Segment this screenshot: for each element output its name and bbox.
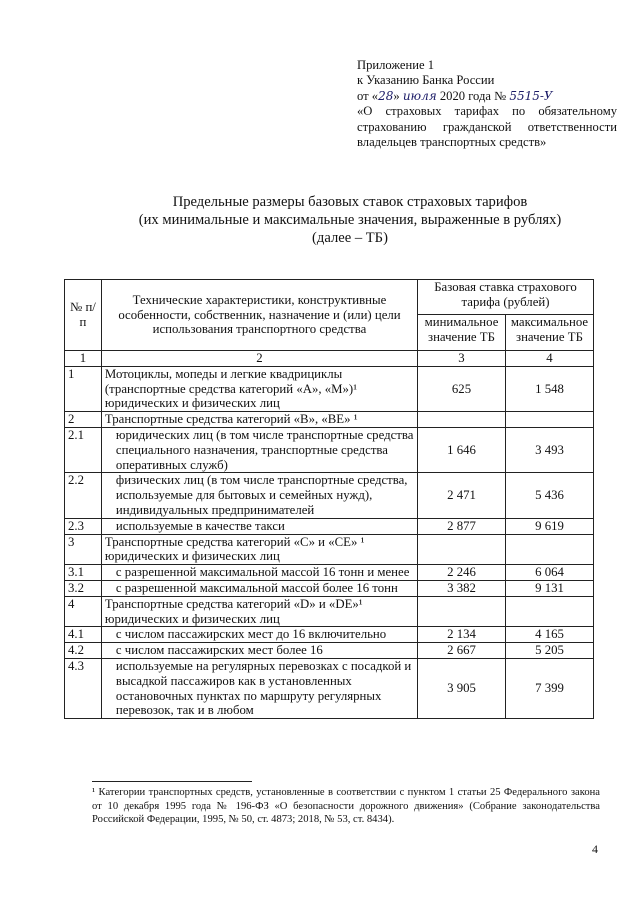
header-description: Технические характеристики, конструктивные особенности, собственник, назначение и (или) цели использования транспортного средства: [101, 280, 417, 351]
table-row: [65, 534, 594, 565]
row-min-value: [418, 596, 506, 627]
heading-line-1: Предельные размеры базовых ставок страховых тарифов: [172, 194, 528, 210]
table-row: [65, 596, 594, 627]
doc-number-handwritten: 5515-У: [509, 88, 553, 103]
row-min-value: 625: [418, 366, 506, 411]
row-description: с разрешенной максимальной массой более 16 тонн: [101, 580, 417, 596]
row-max-value: [505, 534, 593, 565]
table-header-row: [65, 280, 594, 315]
row-description: используемые на регулярных перевозках с посадкой и высадкой пассажиров как в установленных остановочных пунктах по маршруту регулярных перевозок, так и в любом: [101, 658, 417, 718]
header-rate: Базовая ставка страхового тарифа (рублей): [418, 280, 594, 315]
row-number: 2.3: [65, 518, 102, 534]
row-min-value: [418, 412, 506, 428]
date-month-handwritten: июля: [402, 88, 437, 103]
row-description: с числом пассажирских мест до 16 включительно: [101, 627, 417, 643]
date-mid: »: [393, 88, 403, 103]
column-index-3: 3: [418, 351, 506, 367]
tariff-table-body: [65, 280, 594, 719]
row-min-value: 1 646: [418, 427, 506, 472]
row-max-value: 5 436: [505, 473, 593, 518]
table-row: [65, 366, 594, 411]
table-row: [65, 473, 594, 518]
heading-line-3: (далее – ТБ): [312, 230, 388, 246]
row-min-value: [418, 534, 506, 565]
row-description: Транспортные средства категорий «C» и «CE» ¹ юридических и физических лиц: [101, 534, 417, 565]
row-min-value: 2 471: [418, 473, 506, 518]
table-row: [65, 658, 594, 718]
row-number: 4.2: [65, 643, 102, 659]
row-min-value: 3 905: [418, 658, 506, 718]
row-max-value: 9 131: [505, 580, 593, 596]
header-num: № п/п: [65, 280, 102, 351]
row-number: 1: [65, 366, 102, 411]
row-min-value: 2 134: [418, 627, 506, 643]
row-number: 2: [65, 412, 102, 428]
row-description: Транспортные средства категорий «D» и «DE»¹ юридических и физических лиц: [101, 596, 417, 627]
row-min-value: 2 667: [418, 643, 506, 659]
column-index-2: 2: [101, 351, 417, 367]
row-max-value: [505, 412, 593, 428]
row-description: с числом пассажирских мест более 16: [101, 643, 417, 659]
tariff-table: [64, 279, 594, 719]
row-number: 2.2: [65, 473, 102, 518]
header-max: максимальное значение ТБ: [505, 315, 593, 351]
row-number: 4.3: [65, 658, 102, 718]
row-description: физических лиц (в том числе транспортные средства, используемые для бытовых и семейных нужд), индивидуальных предпринимателей: [101, 473, 417, 518]
row-min-value: 2 246: [418, 565, 506, 581]
row-number: 3: [65, 534, 102, 565]
table-row: [65, 427, 594, 472]
appendix-block: [357, 58, 617, 150]
row-number: 2.1: [65, 427, 102, 472]
row-description: Мотоциклы, мопеды и легкие квадрициклы (транспортные средства категорий «A», «M»)¹ юридических и физических лиц: [101, 366, 417, 411]
row-description: юридических лиц (в том числе транспортные средства специального назначения, транспортные средства оперативных служб): [101, 427, 417, 472]
table-row: [65, 627, 594, 643]
appendix-issuer: к Указанию Банка России: [357, 73, 495, 88]
heading-line-2: (их минимальные и максимальные значения, выраженные в рублях): [138, 212, 562, 228]
column-index-1: 1: [65, 351, 102, 367]
footnote: ¹ Категории транспортных средств, установленные в соответствии с пунктом 1 статьи 25 Федерального закона от 10 декабря 1995 года № 196-ФЗ «О безопасности дорожного движения» (Собрание законодательства Российской Федерации, 1995, № 50, ст. 4873; 2018, № 53, ст. 8434).: [92, 787, 600, 826]
row-number: 3.1: [65, 565, 102, 581]
row-number: 3.2: [65, 580, 102, 596]
appendix-label: Приложение 1: [357, 58, 435, 72]
row-max-value: 9 619: [505, 518, 593, 534]
header-min: минимальное значение ТБ: [418, 315, 506, 351]
table-row: [65, 580, 594, 596]
footnote-separator: [92, 781, 252, 782]
date-day-handwritten: 28: [378, 88, 394, 103]
row-max-value: 7 399: [505, 658, 593, 718]
column-index-4: 4: [505, 351, 593, 367]
row-number: 4.1: [65, 627, 102, 643]
row-number: 4: [65, 596, 102, 627]
table-row: [65, 643, 594, 659]
row-description: используемые в качестве такси: [101, 518, 417, 534]
row-max-value: 6 064: [505, 565, 593, 581]
page-number: 4: [592, 842, 598, 856]
row-max-value: 1 548: [505, 366, 593, 411]
row-min-value: 3 382: [418, 580, 506, 596]
column-index-row: [65, 351, 594, 367]
row-description: с разрешенной максимальной массой 16 тонн и менее: [101, 565, 417, 581]
table-row: [65, 518, 594, 534]
row-max-value: [505, 596, 593, 627]
row-max-value: 5 205: [505, 643, 593, 659]
date-prefix: от «: [357, 88, 379, 103]
row-max-value: 4 165: [505, 627, 593, 643]
appendix-title: «О страховых тарифах по обязательному страхованию гражданской ответственности владельцев транспортных средств»: [357, 104, 617, 150]
row-description: Транспортные средства категорий «B», «BE» ¹: [101, 412, 417, 428]
date-suffix: 2020 года №: [436, 88, 507, 103]
table-row: [65, 565, 594, 581]
document-heading: [100, 193, 600, 247]
row-max-value: 3 493: [505, 427, 593, 472]
row-min-value: 2 877: [418, 518, 506, 534]
table-row: [65, 412, 594, 428]
appendix-date-line: [357, 89, 617, 104]
